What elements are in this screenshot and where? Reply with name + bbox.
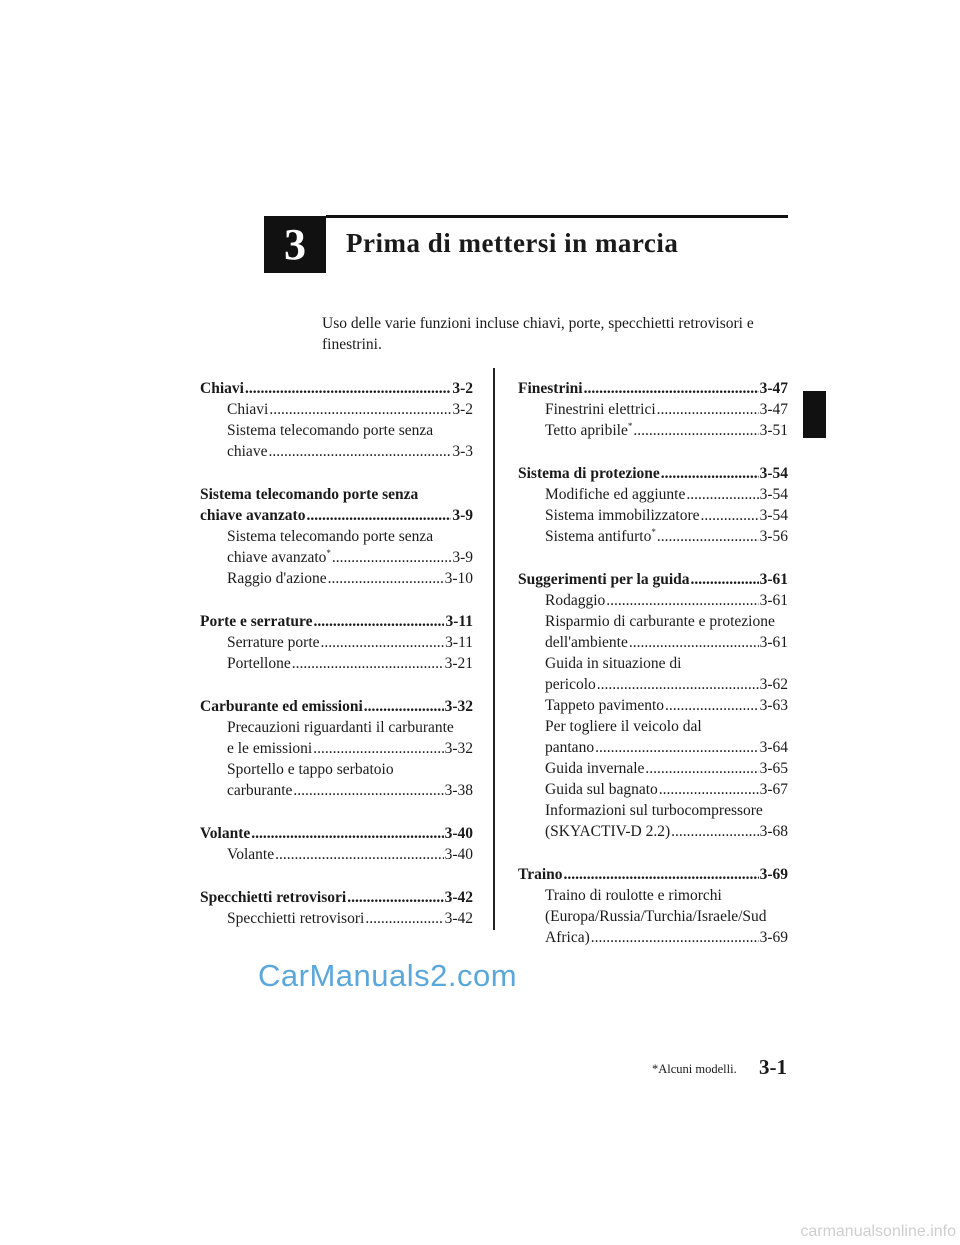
toc-entry xyxy=(518,821,788,842)
leader-dots xyxy=(321,632,445,653)
section-title-text: chiave avanzato xyxy=(200,507,306,524)
toc-entry-line: (Europa/Russia/Turchia/Israele/Sud xyxy=(545,908,767,925)
toc-entry-line: Sportello e tappo serbatoio xyxy=(227,761,394,778)
toc-entry-page: 3-40 xyxy=(444,846,473,863)
watermark: CarManuals2.com xyxy=(258,958,518,993)
toc-entry-text: Africa) xyxy=(545,929,590,946)
toc-entry-page: 3-67 xyxy=(759,781,788,798)
toc-right-column xyxy=(518,378,788,970)
toc-entry-page: 3-63 xyxy=(759,697,788,714)
toc-entry-page: 3-21 xyxy=(444,655,473,672)
leader-dots xyxy=(659,779,759,800)
toc-entry-text: Tetto apribile* xyxy=(545,421,633,439)
leader-dots xyxy=(591,927,759,948)
toc-entry-text: pantano xyxy=(545,739,595,756)
section-title-text: Volante xyxy=(200,825,251,842)
section-title-page: 3-54 xyxy=(759,465,788,482)
section-title xyxy=(200,611,473,632)
section-title-page: 3-61 xyxy=(759,571,788,588)
toc-entry-page: 3-9 xyxy=(452,549,473,566)
toc-entry-line: Sistema telecomando porte senza xyxy=(227,422,434,439)
toc-entry-text: Raggio d'azione xyxy=(227,570,327,587)
toc-entry-text: chiave xyxy=(227,443,268,460)
leader-dots xyxy=(347,887,443,908)
section-title-page: 3-11 xyxy=(445,613,473,630)
toc-entry-line: Guida in situazione di xyxy=(545,655,682,672)
toc-entry xyxy=(518,737,788,758)
toc-entry xyxy=(200,653,473,674)
toc-entry-page: 3-3 xyxy=(452,443,473,460)
chapter-side-tab xyxy=(803,391,826,438)
section-title-page: 3-42 xyxy=(444,889,473,906)
toc-entry xyxy=(518,484,788,505)
toc-entry-page: 3-2 xyxy=(452,401,473,418)
toc-section xyxy=(200,823,473,865)
footnote: *Alcuni modelli. xyxy=(652,1062,737,1076)
chapter-title: Prima di mettersi in marcia xyxy=(346,228,679,258)
toc-left-column xyxy=(200,378,473,951)
section-title xyxy=(518,463,788,484)
toc-entry xyxy=(200,399,473,420)
toc-entry xyxy=(200,738,473,759)
toc-entry xyxy=(518,758,788,779)
toc-entry-line: Per togliere il veicolo dal xyxy=(545,718,702,735)
leader-dots xyxy=(269,399,451,420)
toc-entry xyxy=(518,505,788,526)
toc-entry-page: 3-51 xyxy=(759,422,788,439)
toc-entry-page: 3-56 xyxy=(759,528,788,545)
toc-entry-page: 3-54 xyxy=(759,507,788,524)
section-title: Sistema telecomando porte senza xyxy=(200,486,419,503)
section-title-text: Porte e serrature xyxy=(200,613,313,630)
toc-entry-line: Sistema telecomando porte senza xyxy=(227,528,434,545)
asterisk-mark: * xyxy=(651,527,656,537)
toc-entry xyxy=(518,420,788,441)
section-title xyxy=(518,378,788,399)
section-title-page: 3-9 xyxy=(452,507,473,524)
leader-dots xyxy=(691,569,759,590)
toc-entry-page: 3-54 xyxy=(759,486,788,503)
toc-entry xyxy=(518,632,788,653)
toc-section xyxy=(200,611,473,674)
toc-section xyxy=(518,378,788,441)
leader-dots xyxy=(275,844,444,865)
toc-entry xyxy=(200,780,473,801)
toc-entry-page: 3-38 xyxy=(444,782,473,799)
leader-dots xyxy=(633,420,758,441)
toc-entry-text: Rodaggio xyxy=(545,592,606,609)
toc-entry xyxy=(200,632,473,653)
toc-entry-page: 3-11 xyxy=(445,634,473,651)
toc-entry-text: carburante xyxy=(227,782,293,799)
toc-entry-line: Precauzioni riguardanti il carburante xyxy=(227,719,454,736)
leader-dots xyxy=(629,632,759,653)
leader-dots xyxy=(645,758,758,779)
toc-entry-text: Tappeto pavimento xyxy=(545,697,665,714)
toc-entry xyxy=(518,695,788,716)
toc-entry-line: Traino di roulotte e rimorchi xyxy=(545,887,722,904)
toc-entry xyxy=(200,547,473,568)
section-title-page: 3-69 xyxy=(759,866,788,883)
asterisk-mark: * xyxy=(326,548,331,558)
section-title xyxy=(200,696,473,717)
leader-dots xyxy=(564,864,759,885)
toc-entry xyxy=(518,674,788,695)
toc-entry-text: chiave avanzato* xyxy=(227,548,331,566)
leader-dots xyxy=(292,653,444,674)
toc-entry-line: Risparmio di carburante e protezione xyxy=(545,613,775,630)
section-title-page: 3-2 xyxy=(452,380,473,397)
section-title xyxy=(518,864,788,885)
toc-entry-text: (SKYACTIV-D 2.2) xyxy=(545,823,671,840)
leader-dots xyxy=(657,399,759,420)
section-title-page: 3-40 xyxy=(444,825,473,842)
section-title-text: Carburante ed emissioni xyxy=(200,698,363,715)
toc-entry-text: Volante xyxy=(227,846,275,863)
leader-dots xyxy=(313,611,444,632)
toc-entry-text: Finestrini elettrici xyxy=(545,401,656,418)
toc-entry-page: 3-65 xyxy=(759,760,788,777)
toc-entry-page: 3-61 xyxy=(759,592,788,609)
section-title-page: 3-32 xyxy=(444,698,473,715)
section-title-text: Traino xyxy=(518,866,563,883)
leader-dots xyxy=(671,821,758,842)
toc-entry xyxy=(518,927,788,948)
leader-dots xyxy=(328,568,444,589)
leader-dots xyxy=(657,526,759,547)
toc-entry-page: 3-32 xyxy=(444,740,473,757)
toc-entry-text: Guida invernale xyxy=(545,760,645,777)
toc-section xyxy=(200,378,473,462)
leader-dots xyxy=(364,696,444,717)
section-title xyxy=(200,823,473,844)
toc-entry-text: Serrature porte xyxy=(227,634,320,651)
toc-entry-text: dell'ambiente xyxy=(545,634,628,651)
toc-entry-text: Guida sul bagnato xyxy=(545,781,658,798)
toc-entry-line: Informazioni sul turbocompressore xyxy=(545,802,763,819)
leader-dots xyxy=(293,780,443,801)
leader-dots xyxy=(597,674,759,695)
column-divider xyxy=(493,368,495,930)
toc-entry-text: e le emissioni xyxy=(227,740,313,757)
leader-dots xyxy=(306,505,451,526)
toc-entry-page: 3-64 xyxy=(759,739,788,756)
section-title xyxy=(518,569,788,590)
section-title xyxy=(200,505,473,526)
leader-dots xyxy=(245,378,451,399)
toc-entry-page: 3-69 xyxy=(759,929,788,946)
leader-dots xyxy=(268,441,451,462)
leader-dots xyxy=(701,505,759,526)
toc-section xyxy=(200,484,473,589)
toc-entry-text: Sistema antifurto* xyxy=(545,527,656,545)
toc-entry-text: Specchietti retrovisori xyxy=(227,910,365,927)
toc-entry xyxy=(200,844,473,865)
toc-entry-text: Portellone xyxy=(227,655,291,672)
leader-dots xyxy=(251,823,443,844)
toc-entry-page: 3-62 xyxy=(759,676,788,693)
section-title-page: 3-47 xyxy=(759,380,788,397)
toc-entry xyxy=(200,568,473,589)
toc-section xyxy=(200,696,473,801)
toc-entry xyxy=(200,441,473,462)
toc-entry xyxy=(200,908,473,929)
toc-entry xyxy=(518,526,788,547)
toc-section xyxy=(518,569,788,842)
toc-entry-text: Chiavi xyxy=(227,401,269,418)
chapter-intro: Uso delle varie funzioni incluse chiavi, porte, specchietti retrovisori e finestrini. xyxy=(322,315,754,353)
section-title xyxy=(200,378,473,399)
toc-section xyxy=(200,887,473,929)
toc-entry-page: 3-61 xyxy=(759,634,788,651)
leader-dots xyxy=(313,738,443,759)
leader-dots xyxy=(606,590,758,611)
toc-section xyxy=(518,463,788,547)
leader-dots xyxy=(584,378,759,399)
section-title-text: Finestrini xyxy=(518,380,583,397)
leader-dots xyxy=(595,737,759,758)
chapter-rule xyxy=(326,215,788,218)
section-title-text: Sistema di protezione xyxy=(518,465,660,482)
source-mark: carmanualsonline.info xyxy=(800,1223,956,1240)
toc-entry-page: 3-68 xyxy=(759,823,788,840)
toc-entry-text: pericolo xyxy=(545,676,596,693)
toc-entry-page: 3-42 xyxy=(444,910,473,927)
leader-dots xyxy=(332,547,451,568)
leader-dots xyxy=(365,908,443,929)
section-title xyxy=(200,887,473,908)
toc-entry xyxy=(518,590,788,611)
asterisk-mark: * xyxy=(627,421,633,431)
leader-dots xyxy=(686,484,758,505)
leader-dots xyxy=(661,463,759,484)
toc-entry-text: Sistema immobilizzatore xyxy=(545,507,700,524)
section-title-text: Suggerimenti per la guida xyxy=(518,571,690,588)
chapter-number: 3 xyxy=(264,216,326,273)
toc-section xyxy=(518,864,788,948)
toc-entry xyxy=(518,779,788,800)
leader-dots xyxy=(665,695,759,716)
toc-entry xyxy=(518,399,788,420)
toc-entry-text: Modifiche ed aggiunte xyxy=(545,486,686,503)
toc-entry-page: 3-47 xyxy=(759,401,788,418)
page-number: 3-1 xyxy=(759,1055,787,1079)
toc-entry-page: 3-10 xyxy=(444,570,473,587)
section-title-text: Chiavi xyxy=(200,380,244,397)
section-title-text: Specchietti retrovisori xyxy=(200,889,347,906)
